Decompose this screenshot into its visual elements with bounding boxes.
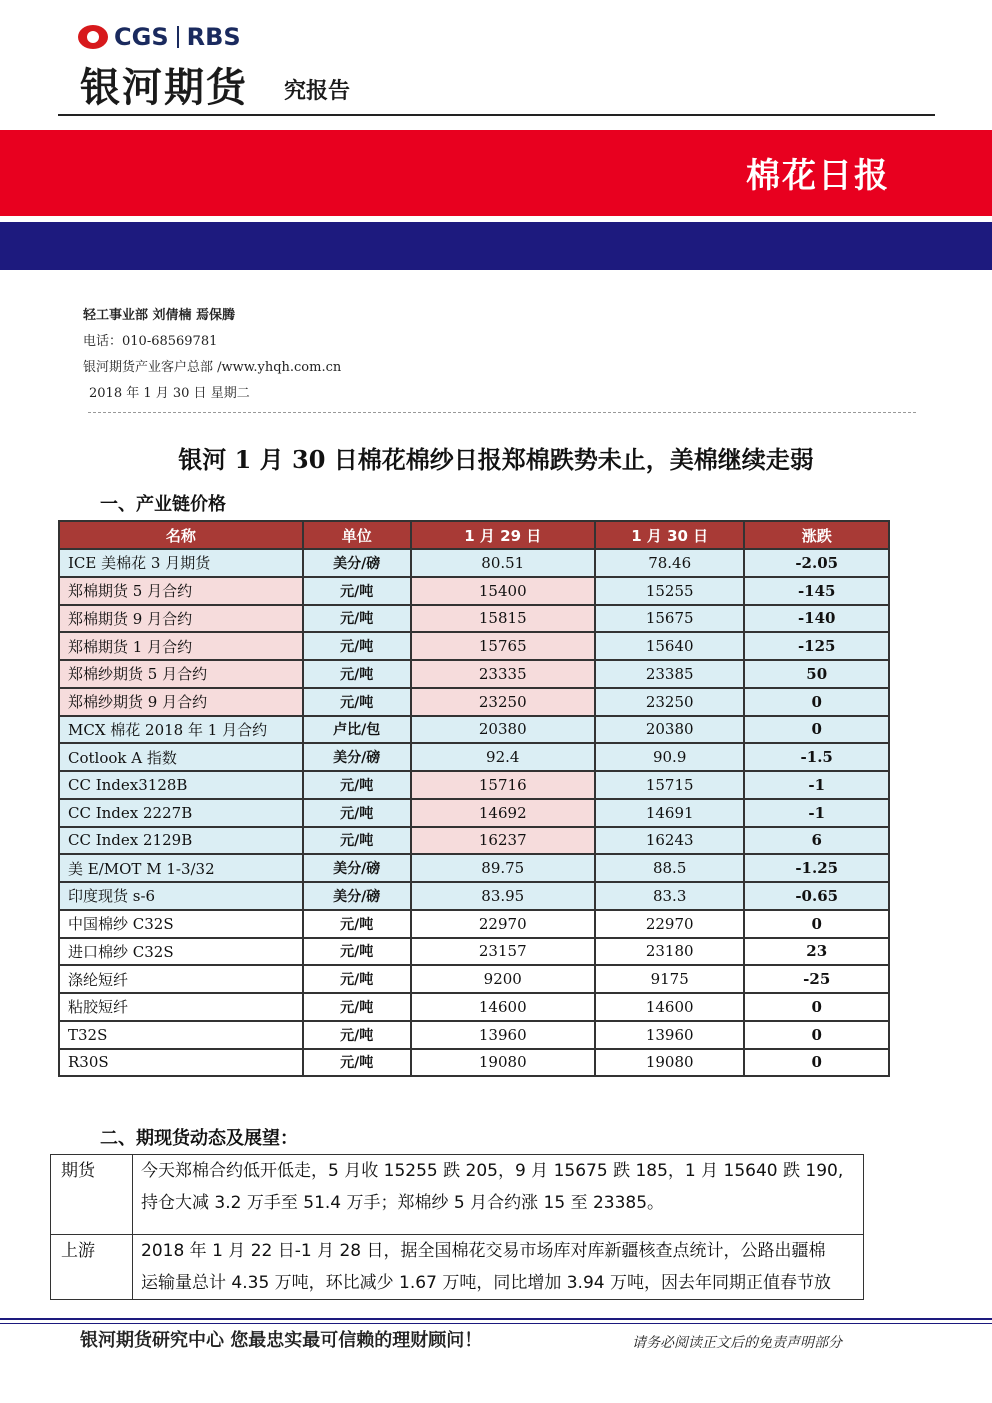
row-jan30: 23385: [595, 660, 745, 688]
outlook-row-futures: [51, 1155, 864, 1235]
row-change: -25: [744, 965, 889, 993]
upstream-text-line: 2018 年 1 月 22 日-1 月 28 日，据全国棉花交易市场库对库新疆核查点统计，公路出疆棉: [141, 1241, 826, 1261]
upstream-text-line: 运输量总计 4.35 万吨，环比减少 1.67 万吨，同比增加 3.94 万吨，因去年同期正值春节放: [141, 1273, 831, 1293]
row-jan30: 22970: [595, 910, 745, 938]
row-name: CC Index3128B: [59, 771, 303, 799]
row-jan29: 14600: [411, 993, 595, 1021]
row-name: 郑棉期货 1 月合约: [59, 632, 303, 660]
upstream-label: 上游: [51, 1235, 133, 1300]
row-name: 印度现货 s-6: [59, 882, 303, 910]
row-unit: 元/吨: [303, 799, 411, 827]
outlook-table: [50, 1154, 864, 1300]
table-row: [59, 771, 889, 799]
row-unit: 元/吨: [303, 632, 411, 660]
row-jan29: 16237: [411, 827, 595, 855]
row-unit: 元/吨: [303, 993, 411, 1021]
row-jan30: 14600: [595, 993, 745, 1021]
row-unit: 元/吨: [303, 771, 411, 799]
row-name: 郑棉纱期货 9 月合约: [59, 688, 303, 716]
row-change: 0: [744, 1021, 889, 1049]
table-row: [59, 993, 889, 1021]
banner-title: 棉花日报: [746, 156, 890, 196]
date-line: 2018 年 1 月 30 日 星期二: [89, 386, 250, 401]
row-name: CC Index 2227B: [59, 799, 303, 827]
row-jan29: 15400: [411, 577, 595, 605]
row-change: -125: [744, 632, 889, 660]
row-jan30: 16243: [595, 827, 745, 855]
row-jan29: 9200: [411, 965, 595, 993]
row-name: 涤纶短纤: [59, 965, 303, 993]
row-unit: 元/吨: [303, 938, 411, 966]
table-row: [59, 938, 889, 966]
row-change: -145: [744, 577, 889, 605]
row-change: -1: [744, 799, 889, 827]
logo-rbs-text: RBS: [186, 23, 241, 51]
col-header-jan29: 1 月 29 日: [411, 521, 595, 549]
row-jan29: 15716: [411, 771, 595, 799]
table-row: [59, 1021, 889, 1049]
col-header-name: 名称: [59, 521, 303, 549]
row-unit: 美分/磅: [303, 549, 411, 577]
row-unit: 卢比/包: [303, 716, 411, 744]
row-change: 0: [744, 1049, 889, 1077]
table-row: [59, 743, 889, 771]
row-unit: 元/吨: [303, 1021, 411, 1049]
row-name: T32S: [59, 1021, 303, 1049]
row-jan30: 15715: [595, 771, 745, 799]
price-table-header: [59, 521, 889, 549]
table-row: [59, 632, 889, 660]
row-unit: 元/吨: [303, 660, 411, 688]
logo-cgs-text: CGS: [114, 23, 169, 51]
row-change: 0: [744, 688, 889, 716]
row-jan30: 9175: [595, 965, 745, 993]
row-unit: 元/吨: [303, 965, 411, 993]
row-jan30: 88.5: [595, 854, 745, 882]
row-jan29: 23157: [411, 938, 595, 966]
row-unit: 美分/磅: [303, 854, 411, 882]
table-row: [59, 688, 889, 716]
row-unit: 美分/磅: [303, 743, 411, 771]
row-jan30: 15255: [595, 577, 745, 605]
author-line: 轻工事业部 刘倩楠 焉保腾: [83, 308, 236, 323]
table-row: [59, 716, 889, 744]
col-header-change: 涨跌: [744, 521, 889, 549]
row-unit: 美分/磅: [303, 882, 411, 910]
row-jan29: 92.4: [411, 743, 595, 771]
futures-text: [133, 1155, 864, 1235]
row-jan29: 13960: [411, 1021, 595, 1049]
row-change: -1: [744, 771, 889, 799]
table-row: [59, 1049, 889, 1077]
row-unit: 元/吨: [303, 1049, 411, 1077]
row-jan30: 23250: [595, 688, 745, 716]
row-name: MCX 棉花 2018 年 1 月合约: [59, 716, 303, 744]
futures-text-line: 持仓大减 3.2 万手至 51.4 万手；郑棉纱 5 月合约涨 15 至 23385。: [141, 1193, 665, 1213]
row-jan29: 23335: [411, 660, 595, 688]
row-jan29: 83.95: [411, 882, 595, 910]
table-row: [59, 577, 889, 605]
outlook-row-upstream: [51, 1235, 864, 1300]
banner-blue-band: [0, 222, 992, 270]
row-unit: 元/吨: [303, 605, 411, 633]
section-heading-outlook: 二、期现货动态及展望：: [100, 1128, 298, 1149]
row-change: -140: [744, 605, 889, 633]
row-unit: 元/吨: [303, 577, 411, 605]
cgs-logo-icon: [78, 25, 108, 49]
price-table: [58, 520, 890, 1077]
row-jan30: 20380: [595, 716, 745, 744]
row-jan29: 80.51: [411, 549, 595, 577]
table-row: [59, 965, 889, 993]
table-row: [59, 882, 889, 910]
row-jan30: 13960: [595, 1021, 745, 1049]
row-jan30: 23180: [595, 938, 745, 966]
table-row: [59, 549, 889, 577]
row-name: Cotlook A 指数: [59, 743, 303, 771]
row-name: 郑棉期货 9 月合约: [59, 605, 303, 633]
company-logo: [78, 22, 241, 52]
futures-label: 期货: [51, 1155, 133, 1235]
row-change: 0: [744, 993, 889, 1021]
footer-divider-thin: [0, 1323, 992, 1324]
row-change: 0: [744, 910, 889, 938]
row-change: 0: [744, 716, 889, 744]
col-header-unit: 单位: [303, 521, 411, 549]
row-jan30: 15675: [595, 605, 745, 633]
row-name: CC Index 2129B: [59, 827, 303, 855]
col-header-jan30: 1 月 30 日: [595, 521, 745, 549]
table-row: [59, 854, 889, 882]
row-name: R30S: [59, 1049, 303, 1077]
row-jan30: 90.9: [595, 743, 745, 771]
report-title: 银河 1 月 30 日棉花棉纱日报郑棉跌势未止，美棉继续走弱: [178, 445, 814, 474]
row-jan29: 89.75: [411, 854, 595, 882]
row-jan29: 23250: [411, 688, 595, 716]
row-change: 50: [744, 660, 889, 688]
row-jan30: 19080: [595, 1049, 745, 1077]
header-divider: [58, 114, 935, 116]
brand-subtitle: 究报告: [284, 79, 351, 104]
title-banner: [0, 130, 992, 216]
row-jan29: 19080: [411, 1049, 595, 1077]
row-jan30: 83.3: [595, 882, 745, 910]
row-change: 23: [744, 938, 889, 966]
row-name: ICE 美棉花 3 月期货: [59, 549, 303, 577]
row-name: 中国棉纱 C32S: [59, 910, 303, 938]
row-change: -1.25: [744, 854, 889, 882]
row-jan29: 14692: [411, 799, 595, 827]
row-jan30: 14691: [595, 799, 745, 827]
upstream-text: [133, 1235, 864, 1300]
section-heading-prices: 一、产业链价格: [100, 494, 226, 515]
table-row: [59, 660, 889, 688]
table-row: [59, 910, 889, 938]
phone-line: 电话：010-68569781: [83, 334, 218, 349]
row-change: 6: [744, 827, 889, 855]
footer-divider: [0, 1318, 992, 1320]
website-line: 银河期货产业客户总部 /www.yhqh.com.cn: [83, 360, 342, 375]
brand-name: 银河期货: [80, 65, 248, 111]
row-name: 郑棉纱期货 5 月合约: [59, 660, 303, 688]
logo-separator: [177, 26, 179, 48]
row-name: 郑棉期货 5 月合约: [59, 577, 303, 605]
row-change: -2.05: [744, 549, 889, 577]
row-unit: 元/吨: [303, 688, 411, 716]
row-jan29: 15815: [411, 605, 595, 633]
row-unit: 元/吨: [303, 827, 411, 855]
table-row: [59, 799, 889, 827]
row-unit: 元/吨: [303, 910, 411, 938]
row-jan29: 15765: [411, 632, 595, 660]
row-jan30: 78.46: [595, 549, 745, 577]
row-change: -0.65: [744, 882, 889, 910]
row-jan29: 22970: [411, 910, 595, 938]
row-name: 粘胶短纤: [59, 993, 303, 1021]
row-name: 美 E/MOT M 1-3/32: [59, 854, 303, 882]
dashed-divider: [88, 412, 916, 413]
row-jan29: 20380: [411, 716, 595, 744]
row-jan30: 15640: [595, 632, 745, 660]
footer-slogan: 银河期货研究中心 您最忠实最可信赖的理财顾问！: [80, 1330, 483, 1351]
footer-disclaimer: 请务必阅读正文后的免责声明部分: [632, 1335, 842, 1351]
table-row: [59, 605, 889, 633]
row-name: 进口棉纱 C32S: [59, 938, 303, 966]
futures-text-line: 今天郑棉合约低开低走，5 月收 15255 跌 205，9 月 15675 跌 185，1 月 15640 跌 190,: [141, 1161, 844, 1181]
table-row: [59, 827, 889, 855]
row-change: -1.5: [744, 743, 889, 771]
